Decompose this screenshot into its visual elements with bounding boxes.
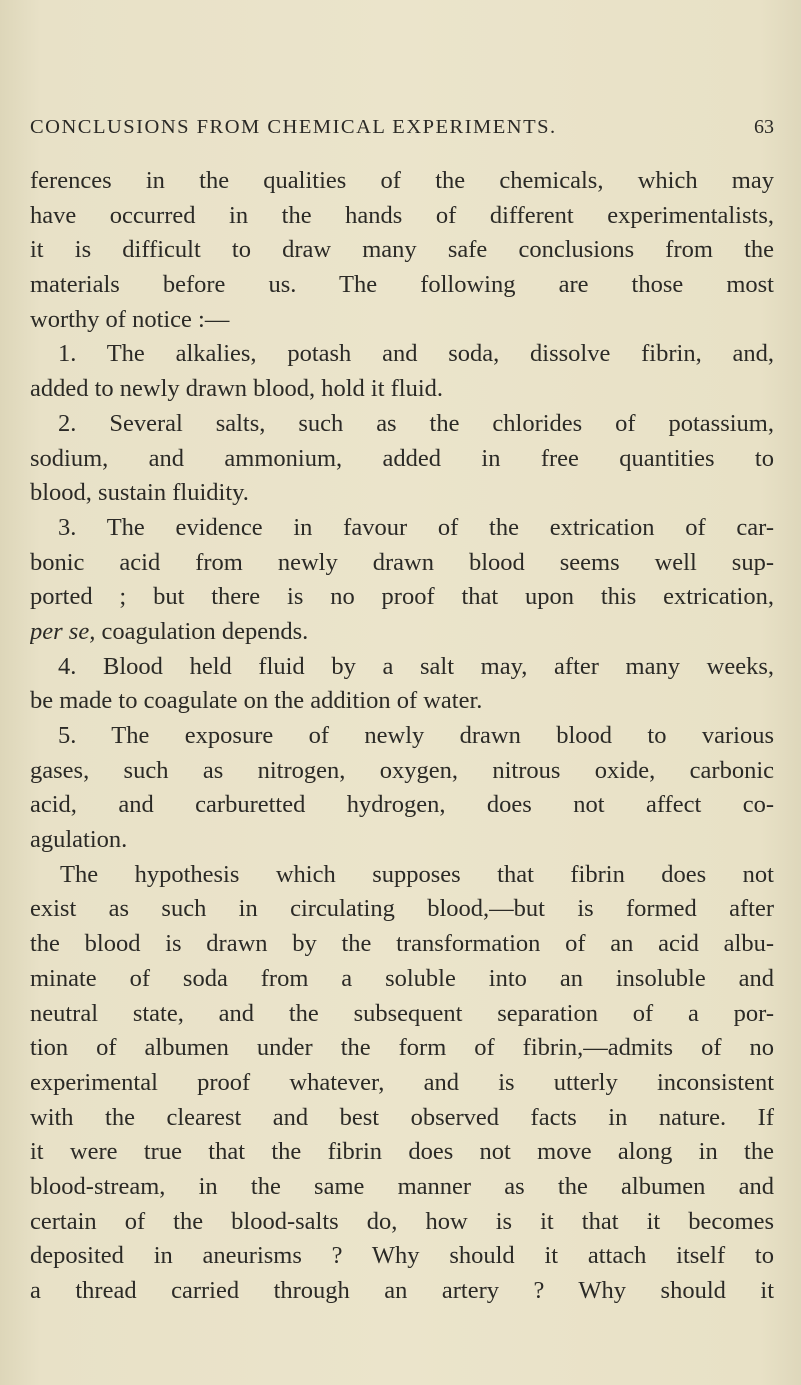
text-line: tion of albumen under the form of fibrin,—admits of no [30, 1034, 774, 1062]
italic-phrase: per se, [30, 617, 96, 645]
text-line: materials before us. The following are those most [30, 271, 774, 299]
text-line: ferences in the qualities of the chemicals, which may [30, 167, 774, 194]
list-item-3: 3. The evidence in favour of the extrication of car- [58, 513, 774, 541]
text-line: it were true that the fibrin does not move along in the [30, 1138, 774, 1166]
list-item-4: 4. Blood held fluid by a salt may, after many weeks, [58, 652, 774, 680]
page-number: 63 [754, 116, 774, 138]
text-line: blood-stream, in the same manner as the albumen and [30, 1172, 774, 1200]
text-line: worthy of notice :— [30, 305, 230, 333]
text-line: added to newly drawn blood, hold it fluid. [30, 375, 444, 403]
text-line: agulation. [30, 826, 128, 854]
text-line: be made to coagulate on the addition of water. [30, 687, 483, 715]
page-header [30, 116, 774, 144]
body-text [30, 164, 774, 1309]
text-line: a thread carried through an artery ? Why should it [30, 1277, 774, 1304]
text-line: deposited in aneurisms ? Why should it attach itself to [30, 1242, 774, 1270]
text-line: gases, such as nitrogen, oxygen, nitrous oxide, carbonic [30, 756, 774, 784]
text-line: experimental proof whatever, and is utterly inconsistent [30, 1068, 774, 1096]
text-line: have occurred in the hands of different experimentalists, [30, 201, 774, 229]
text-line: with the clearest and best observed facts in nature. If [30, 1103, 774, 1131]
text-line: blood, sustain fluidity. [30, 479, 249, 507]
text-line-rest: coagulation depends. [101, 617, 309, 645]
text-line: acid, and carburetted hydrogen, does not affect co- [30, 791, 774, 819]
text-line: neutral state, and the subsequent separation of a por- [30, 999, 774, 1027]
text-line: minate of soda from a soluble into an insoluble and [30, 964, 774, 992]
text-line [30, 615, 774, 650]
text-line: bonic acid from newly drawn blood seems well sup- [30, 548, 774, 576]
text-line: exist as such in circulating blood,—but is formed after [30, 895, 774, 923]
text-line: it is difficult to draw many safe conclusions from the [30, 236, 774, 264]
running-head: CONCLUSIONS FROM CHEMICAL EXPERIMENTS. [30, 116, 557, 138]
list-item-1: 1. The alkalies, potash and soda, dissolve fibrin, and, [58, 340, 774, 368]
text-line: the blood is drawn by the transformation of an acid albu- [30, 930, 774, 958]
paragraph-start: The hypothesis which supposes that fibrin does not [60, 860, 774, 888]
list-item-2: 2. Several salts, such as the chlorides of potassium, [58, 409, 774, 437]
list-item-5: 5. The exposure of newly drawn blood to various [58, 722, 774, 749]
text-line: ported ; but there is no proof that upon this extrication, [30, 583, 774, 611]
text-line: sodium, and ammonium, added in free quantities to [30, 444, 774, 472]
text-line: certain of the blood-salts do, how is it that it becomes [30, 1207, 774, 1235]
